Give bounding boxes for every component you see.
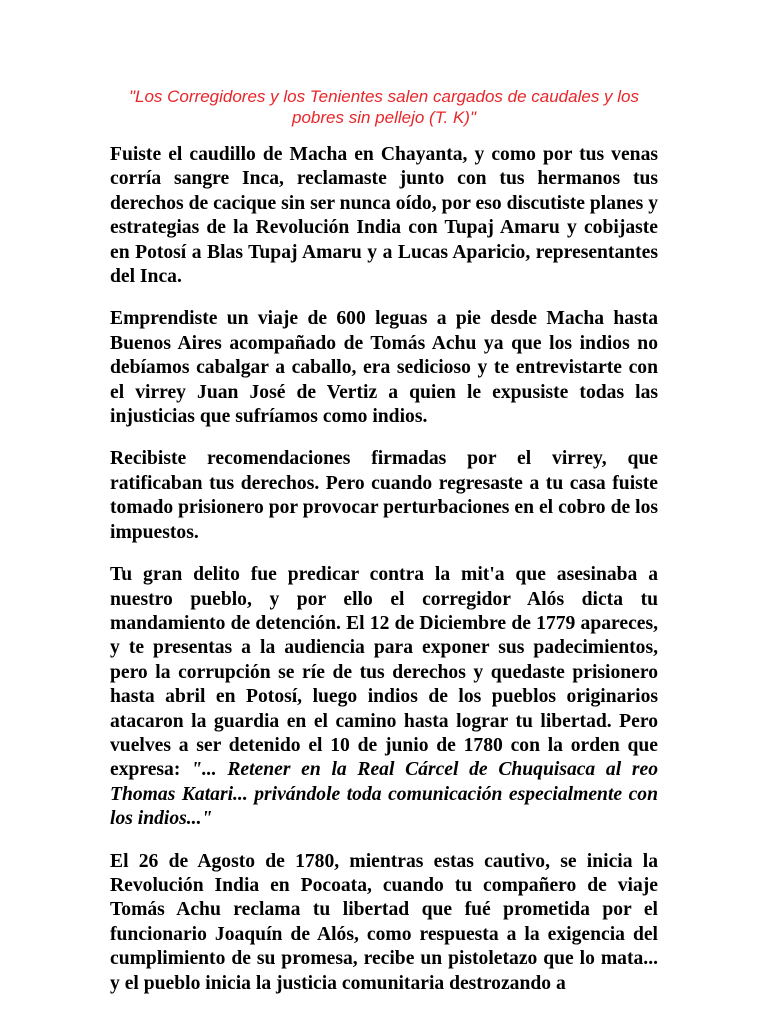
paragraph-5: El 26 de Agosto de 1780, mientras estas cautivo, se inicia la Revolución India en Pocoata, cuando tu compañero de viaje Tomás Achu reclama tu libertad que fué prometida por el funcionario Joaquín de Alós, como respuesta a la exigencia del cumplimiento de su promesa, recibe un pistoletazo que lo mata... y el pueblo inicia la justicia comunitaria destrozando a <box>110 850 658 994</box>
paragraph-4 <box>110 563 658 831</box>
document-body <box>110 143 658 1014</box>
paragraph-4-quote: "... Retener en la Real Cárcel de Chuquisaca al reo Thomas Katari... privándole toda comunicación especialmente con los indios..." <box>110 759 658 830</box>
paragraph-1: Fuiste el caudillo de Macha en Chayanta, y como por tus venas corría sangre Inca, reclamaste junto con tus hermanos tus derechos de cacique sin ser nunca oído, por eso discutiste planes y estrategias de la Revolución India con Tupaj Amaru y cobijaste en Potosí a Blas Tupaj Amaru y a Lucas Aparicio, representantes del Inca. <box>110 144 658 288</box>
paragraph-4-text: Tu gran delito fue predicar contra la mit'a que asesinaba a nuestro pueblo, y por ello el corregidor Alós dicta tu mandamiento de detención. El 12 de Diciembre de 1779 apareces, y te presentas a la audiencia para exponer sus padecimientos, pero la corrupción se ríe de tus derechos y quedaste prisionero hasta abril en Potosí, luego indios de los pueblos originarios atacaron la guardia en el camino hasta lograr tu libertad. Pero vuelves a ser detenido el 10 de junio de 1780 con la orden que expresa: <box>110 564 658 781</box>
paragraph-2: Emprendiste un viaje de 600 leguas a pie desde Macha hasta Buenos Aires acompañado de Tomás Achu ya que los indios no debíamos cabalgar a caballo, era sedicioso y te entrevistarte con el virrey Juan José de Vertiz a quien le expusiste todas las injusticias que sufríamos como indios. <box>110 308 658 428</box>
paragraph-3: Recibiste recomendaciones firmadas por el virrey, que ratificaban tus derechos. Pero cuando regresaste a tu casa fuiste tomado prisionero por provocar perturbaciones en el cobro de los impuestos. <box>110 448 658 543</box>
epigraph-quote: "Los Corregidores y los Tenientes salen cargados de caudales y los pobres sin pellejo (T. K)" <box>128 87 640 127</box>
